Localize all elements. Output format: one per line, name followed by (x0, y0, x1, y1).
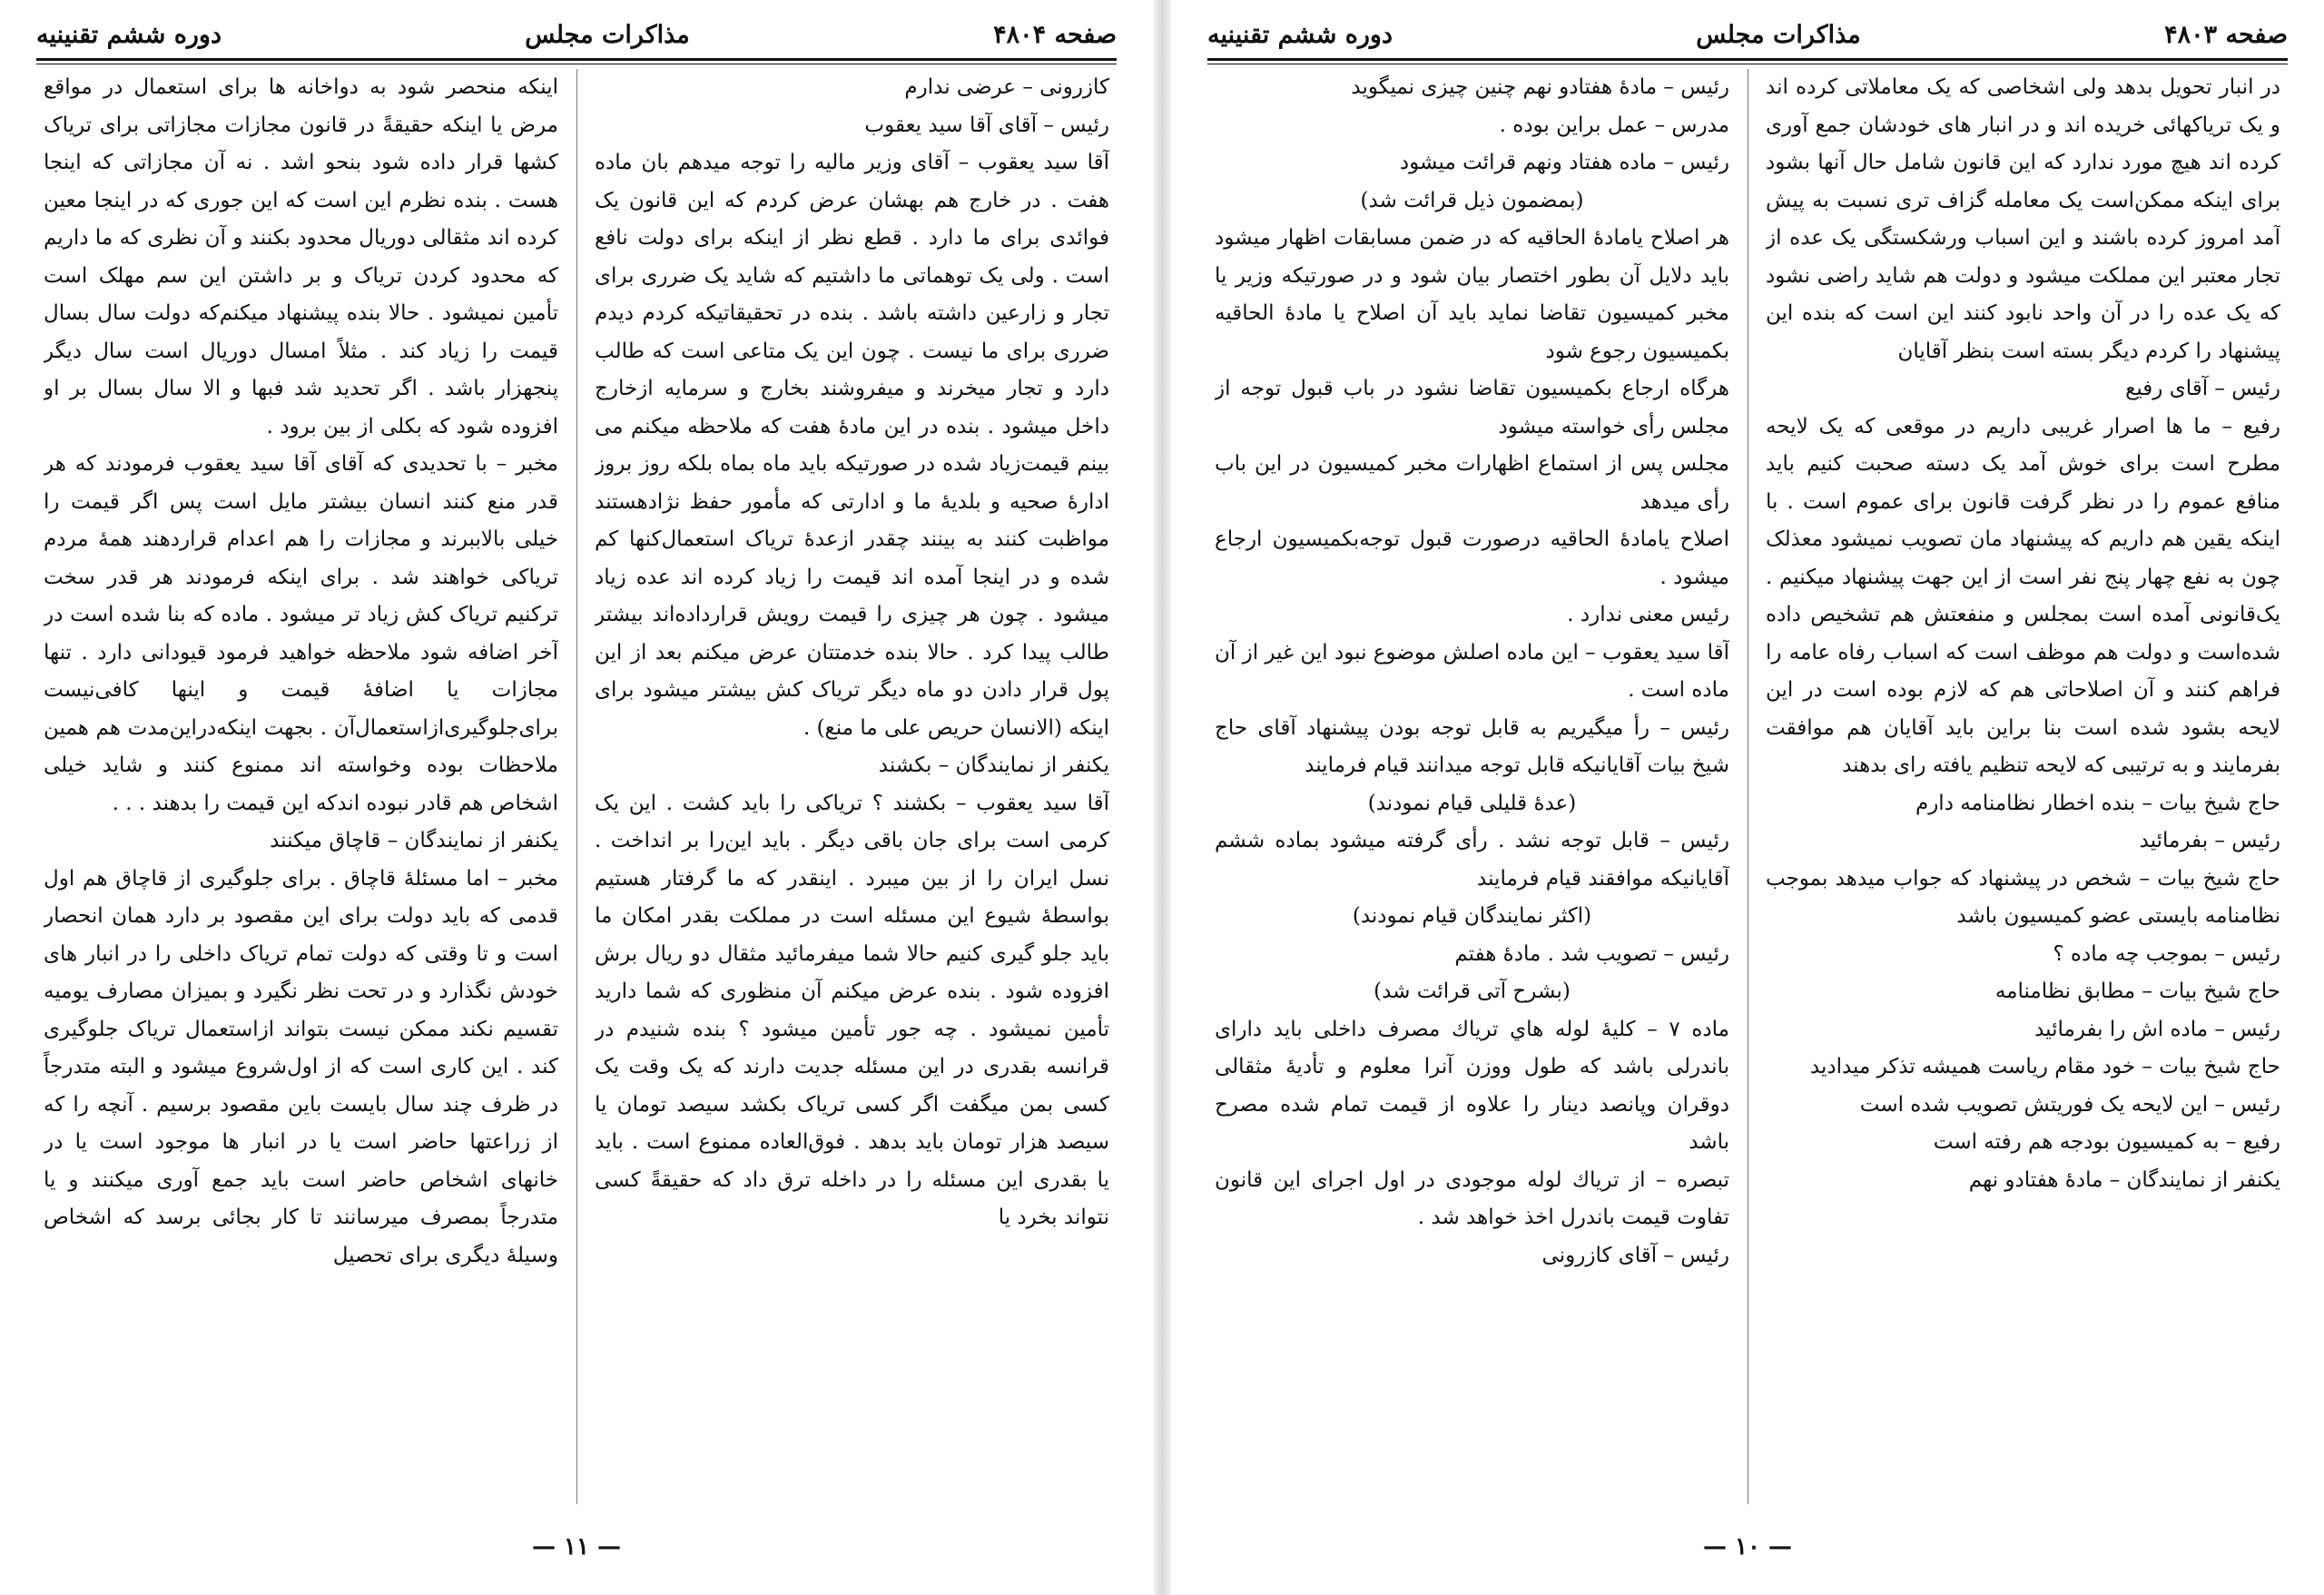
paragraph: رئیس – آقای کازرونی (1541, 1243, 1729, 1267)
left-page-footer-number: — ۱۱ — (531, 1533, 622, 1561)
paragraph: یکنفر از نمایندگان – قاچاق میکنند (270, 829, 558, 852)
paragraph: ماده ۷ – کلیهٔ لوله هاي تریاك مصرف داخلی باید دارای باندرلی باشد که طول ووزن آنرا معلوم و تأدیهٔ مثقالی دوقران وپانصد دینار را علاوه از قیمت تمام شده مصرح باشد (1215, 1017, 1729, 1154)
paragraph: رئیس – بموجب چه ماده ؟ (2053, 941, 2280, 966)
paragraph: (عدهٔ قلیلی قیام نمودند) (1367, 791, 1577, 815)
paragraph: رئیس – تصویب شد . مادهٔ هفتم (1454, 941, 1729, 966)
paragraph: مخبر – با تحدیدی که آقای آقا سید یعقوب فرمودند که هر قدر منع کنند انسان بیشتر مایل است پس اگر قیمت را خیلی بالاببرند و مجازات را هم اعدام قراردهند همهٔ مردم تریاکی خواهند شد . برای اینکه فرمودند هر قدر سخت ترکنیم تریاک کش زیاد تر میشود . ماده که بنا شده است در آخر اضافه شود ملاحظه خواهید فرمود قیودانی دارد . تنها مجازات یا اضافهٔ قیمت و اینها کافی‌نیست برای‌جلوگیری‌ازاستعمال‌آن . بجهت اینکه‌در‌این‌مدت هم همین ملاحظات بوده وخواسته اند ممنوع کنند و شاید خیلی اشخاص هم قادر نبوده اندکه این قیمت را بدهند . . . (44, 452, 558, 815)
paragraph: مجلس پس از استماع اظهارات مخبر کمیسیون در این باب رأی میدهد (1215, 452, 1729, 514)
left-column-divider (576, 69, 577, 1504)
left-page-right-column (595, 69, 1109, 1504)
left-page-left-column (44, 69, 558, 1504)
paragraph: (بشرح آتی قرائت شد) (1374, 980, 1571, 1003)
right-page-title: مذاکرات مجلس (1696, 20, 1861, 49)
paragraph: حاج شیخ بیات – شخص در پیشنهاد که جواب میدهد بموجب نظامنامه بایستی عضو کمیسیون باشد (1766, 866, 2280, 928)
paragraph: آقا سید یعقوب – این ماده اصلش موضوع نبود این غیر از آن ماده است . (1215, 640, 1729, 702)
paragraph: رئیس معنی ندارد . (1567, 603, 1729, 626)
right-page-footer-number: — ۱۰ — (1702, 1533, 1793, 1561)
paragraph: هرگاه ارجاع بکمیسیون تقاضا نشود در باب قبول توجه از مجلس رأی خواسته میشود (1215, 377, 1729, 438)
right-page (1171, 0, 2324, 1595)
paragraph: حاج شیخ بیات – بنده اخطار نظامنامه دارم (1915, 791, 2280, 815)
paragraph: مخبر – اما مسئلهٔ قاچاق . برای جلوگیری از قاچاق هم اول قدمی که باید دولت برای این مقصود بر دارد همان انحصار است و تا وقتی که دولت تمام تریاک داخلی را در انبار های خودش نگذارد و در تحت نظر نگیرد و بمیزان مصارف یومیه تقسیم نکند ممکن نیست بتواند ازاستعمال تریاک جلوگیری کند . این کاری است که از اول‌شروع میشود و البته متدرجاً در ظرف چند سال بایست باین مقصود برسیم . آنچه را که از زراعتها حاضر است یا در انبار ها موجود است یا در خانهای اشخاص حاضر است باید جمع آوری میکنند و یا متدرجاً بمصرف میرسانند تا کار بجائی برسد که اشخاص وسیلهٔ دیگری برای تحصیل (44, 866, 558, 1267)
left-page-number-label: صفحه ۴۸۰۴ (993, 20, 1117, 49)
paragraph: رئیس – قابل توجه نشد . رأی گرفته میشود بماده ششم آقایانیکه موافقند قیام فرمایند (1215, 829, 1729, 891)
paragraph: یکنفر از نمایندگان – مادهٔ هفتادو نهم (1968, 1167, 2280, 1192)
paragraph: هر اصلاح یامادهٔ الحاقیه که در ضمن مسابقات اظهار میشود باید دلایل آن بطور اختصار بیان شود و در صورتیکه وزیر یا مخبر کمیسیون تقاضا نماید باید آن اصلاح یا مادهٔ الحاقیه بکمیسیون رجوع شود (1215, 226, 1729, 363)
paragraph: رئیس – رأ میگیریم به قابل توجه بودن پیشنهاد آقای حاج شیخ بیات آقایانیکه قابل توجه میدانند قیام فرمایند (1215, 715, 1729, 777)
paragraph: مدرس – عمل براین بوده . (1499, 113, 1729, 137)
paragraph: حاج شیخ بیات – مطابق نظامنامه (1994, 980, 2280, 1003)
right-page-session: دوره ششم تقنینیه (1207, 20, 1393, 49)
paragraph: رئیس – آقای آقا سید یعقوب (864, 113, 1109, 137)
right-page-left-column (1215, 69, 1729, 1504)
paragraph: (اکثر نمایندگان قیام نمودند) (1352, 904, 1592, 928)
paragraph: حاج شیخ بیات – خود مقام ریاست همیشه تذکر میدادید (1809, 1055, 2280, 1078)
paragraph: رئیس – بفرمائید (2139, 829, 2280, 852)
right-header-rule (1207, 58, 2288, 64)
paragraph: رفیع – به کمیسیون بودجه هم رفته است (1933, 1130, 2280, 1154)
left-page (0, 0, 1153, 1595)
paragraph: کازرونی – عرضی ندارم (904, 75, 1109, 99)
right-page-number-label: صفحه ۴۸۰۳ (2164, 20, 2288, 49)
paragraph: (بمضمون ذیل قرائت شد) (1360, 188, 1584, 212)
paragraph: تبصره – از تریاك لوله موجودی در اول اجرای این قانون تفاوت قیمت باندرل اخذ خواهد شد . (1215, 1167, 1729, 1229)
paragraph: اصلاح یامادهٔ الحاقیه درصورت قبول توجه‌بکمیسیون ارجاع میشود . (1215, 527, 1729, 589)
paragraph: رفیع – ما ها اصرار غریبی داریم در موقعی که یک لایحه مطرح است برای خوش آمد یک دسته صحبت کنیم باید منافع عموم را در نظر گرفت قانون برای عموم است . با اینکه یقین هم داریم که پیشنهاد مان تصویب نمیشود معذلک چون به نفع چهار پنج نفر است از این جهت پیشنهاد میکنیم . یک‌قانونی آمده است بمجلس و منفعتش هم تشخیص داده شده‌است و دولت هم موظف است که اسباب رفاه عامه را فراهم کنند و آن اصلاحاتی هم که لازم بوده است در این لایحه بشود شده است بنا براین باید آقایان هم موافقت بفرمایند و به ترتیبی که لایحه تنظیم یافته رای بدهند (1766, 414, 2280, 777)
paragraph: رئیس – مادهٔ هفتادو نهم چنین چیزی نمیگوید (1351, 75, 1729, 99)
left-page-title: مذاکرات مجلس (525, 20, 690, 49)
paragraph: یکنفر از نمایندگان – بکشند (878, 753, 1109, 777)
paragraph: رئیس – ماده اش را بفرمائید (2034, 1017, 2280, 1041)
paragraph: آقا سید یعقوب – بکشند ؟ تریاکی را باید کشت . این یک کرمی است برای جان باقی دیگر . باید این‌را بر انداخت . نسل ایران را از بین میبرد . اینقدر که ما گرفتار هستیم بواسطهٔ شیوع این مسئله است در مملکت بقدر امکان ما باید جلو گیری کنیم حالا شما میفرمائید مثقال دو ریال برش افزوده شود . بنده عرض میکنم آن منظوری که شما دارید تأمین نمیشود . چه جور تأمین میشود ؟ بنده شنیدم در قرانسه بقدری در این مسئله جدیت دارند که یک وقت یک کسی بمن میگفت اگر کسی تریاک بکشد سیصد تومان یا سیصد هزار تومان باید بدهد . فوق‌العاده ممنوع است . باید یا بقدری این مسئله را در داخله ترق داد که حقیقةً کسی نتواند بخرد یا (595, 791, 1109, 1229)
paragraph: اینکه منحصر شود به دواخانه ها برای استعمال در مواقع مرض یا اینکه حقیقةً در قانون مجازات مجازاتی برای تریاک کشها قرار داده شود بنحو اشد . نه آن مجازاتی که اینجا هست . بنده نظرم این است که این جوری که در اینجا معین کرده اند مثقالی دوریال محدود بکنند و آن نظری که ما داریم که محدود کردن تریاک و بر داشتن این سم مهلک است تأمین نمیشود . حالا بنده پیشنهاد میکنم‌که دولت سال بسال قیمت را زیاد کند . مثلاً امسال دوریال است سال دیگر پنجهزار باشد . اگر تحدید شد فبها و الا سال بسال بر او افزوده شود که بکلی از بین برود . (44, 75, 558, 438)
paragraph: در انبار تحویل بدهد ولی اشخاصی که یک معاملاتی کرده اند و یک تریاکهائی خریده اند و در انبار های خودشان جمع آوری کرده اند هیچ مورد ندارد که این قانون شامل حال آنها بشود برای اینکه ممکن‌است یک معامله گزاف تری نسبت به پیش آمد امروز کرده باشند و این اسباب ورشکستگی یک عده از تجار معتبر این مملکت میشود و دولت هم شاید راضی نشود که یک عده را در آن واحد نابود کنند این است که بنده این پیشنهاد را کردم دیگر بسته است بنظر آقایان (1766, 75, 2280, 363)
paragraph: رئیس – ماده هفتاد ونهم قرائت میشود (1399, 151, 1729, 174)
right-page-header (1207, 13, 2288, 56)
book-gutter (1153, 0, 1171, 1595)
paragraph: رئیس – این لایحه یک فوریتش تصویب شده است (1859, 1092, 2280, 1117)
paragraph: آقا سید یعقوب – آقای وزیر مالیه را توجه میدهم بان ماده هفت . در خارج هم بهشان عرض کردم که این قانون یک فوائدی برای ما دارد . قطع نظر از اینکه برای دولت نافع است . ولی یک توهماتی ما داشتیم که شاید یک ضرری برای تجار و زارعین داشته باشد . بنده در تحقیقاتیکه کردم دیدم ضرری برای ما نیست . چون این یک متاعی است که طالب دارد و تجار میخرند و میفروشند بخارج و سرمایه ازخارج داخل میشود . بنده در این مادهٔ هفت که ملاحظه میکنم می بینم قیمت‌زیاد شده در صورتیکه باید ماه بماه بلکه روز بروز ادارهٔ صحیه و بلدیهٔ ما و ادارتی که مأمور حفظ نژادهستند مواظبت کنند به بینند چقدر ازعدهٔ تریاک استعمال‌کنها کم شده و در اینجا آمده اند قیمت را زیاد کرده اند عده زیاد میشود . چون هر چیزی را قیمت رویش قرارداده‌اند بیشتر طالب پیدا کرد . حالا بنده خدمتتان عرض میکنم بعد از این پول قرار دادن دو ماه دیگر تریاک کش بیشتر میشود برای اینکه (الانسان حریص علی ما منع) . (595, 151, 1109, 740)
paragraph: رئیس – آقای رفیع (2125, 377, 2280, 400)
left-page-session: دوره ششم تقنینیه (36, 20, 222, 49)
left-header-rule (36, 58, 1117, 64)
left-page-header (36, 13, 1117, 56)
right-page-right-column (1766, 69, 2280, 1504)
